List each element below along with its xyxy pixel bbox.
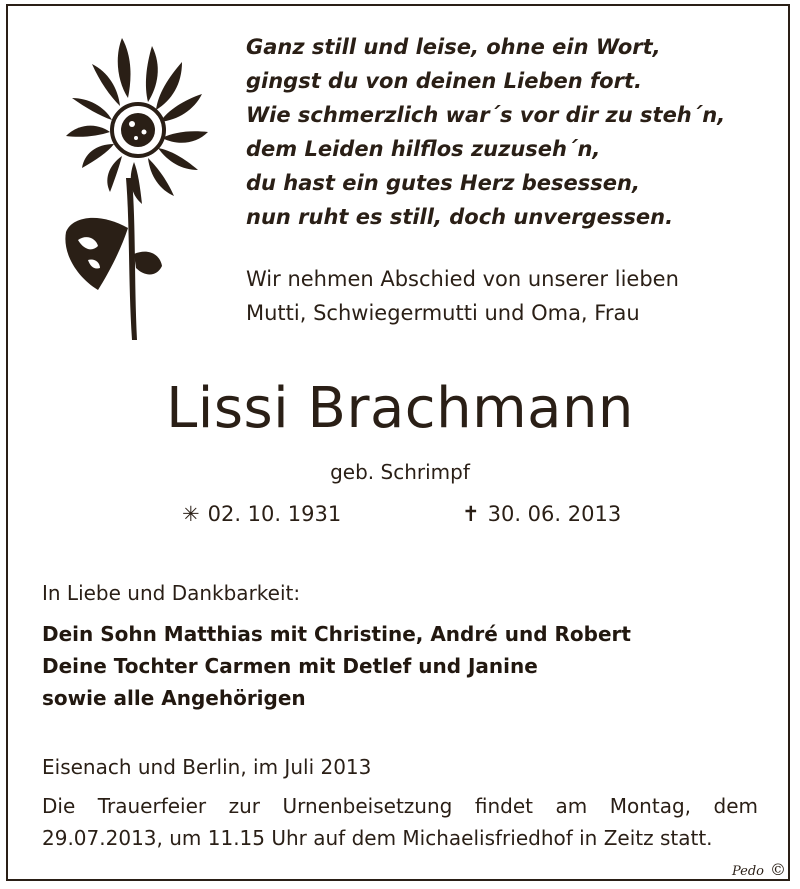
signature-text: Pedo — [731, 864, 764, 879]
farewell-text — [246, 262, 766, 330]
mourners-list — [42, 618, 631, 714]
service-word: dem — [713, 794, 758, 818]
sunflower-icon — [52, 28, 220, 344]
poem-line: gingst du von deinen Lieben fort. — [246, 69, 642, 93]
poem-line: nun ruht es still, doch unvergessen. — [246, 205, 674, 229]
service-word: Trauerfeier — [97, 794, 207, 818]
cross-icon: ✝ — [462, 502, 480, 526]
copyright-icon: © — [770, 860, 786, 879]
service-word: Montag, — [609, 794, 692, 818]
publisher-signature — [732, 860, 786, 879]
poem — [246, 30, 766, 234]
service-line-1 — [42, 790, 758, 822]
service-word: Urnenbeisetzung — [282, 794, 453, 818]
poem-line: du hast ein gutes Herz besessen, — [246, 171, 640, 195]
mourner-line: sowie alle Angehörigen — [42, 686, 306, 710]
deceased-name: Lissi Brachmann — [166, 376, 634, 441]
poem-line: dem Leiden hilflos zuzuseh´n, — [246, 137, 601, 161]
mourner-line: Dein Sohn Matthias mit Christine, André und Robert — [42, 622, 631, 646]
service-line-2: 29.07.2013, um 11.15 Uhr auf dem Michaelisfriedhof in Zeitz statt. — [42, 826, 713, 850]
mourners-intro: In Liebe und Dankbarkeit: — [42, 581, 301, 605]
death-date: 30. 06. 2013 — [487, 502, 622, 526]
service-info — [42, 790, 762, 854]
service-word: am — [555, 794, 588, 818]
service-word: zur — [228, 794, 261, 818]
mourner-line: Deine Tochter Carmen mit Detlef und Janine — [42, 654, 538, 678]
birth-date: 02. 10. 1931 — [207, 502, 342, 526]
farewell-line: Mutti, Schwiegermutti und Oma, Frau — [246, 301, 640, 325]
service-word: findet — [474, 794, 533, 818]
star-icon: ✳ — [182, 502, 200, 526]
birth-name: geb. Schrimpf — [330, 460, 470, 484]
death-date-block — [462, 498, 621, 530]
service-word: Die — [42, 794, 76, 818]
poem-line: Ganz still und leise, ohne ein Wort, — [246, 35, 661, 59]
place-date: Eisenach und Berlin, im Juli 2013 — [42, 755, 372, 779]
birth-date-block — [182, 498, 341, 530]
farewell-line: Wir nehmen Abschied von unserer lieben — [246, 267, 679, 291]
poem-line: Wie schmerzlich war´s vor dir zu steh´n, — [246, 103, 726, 127]
